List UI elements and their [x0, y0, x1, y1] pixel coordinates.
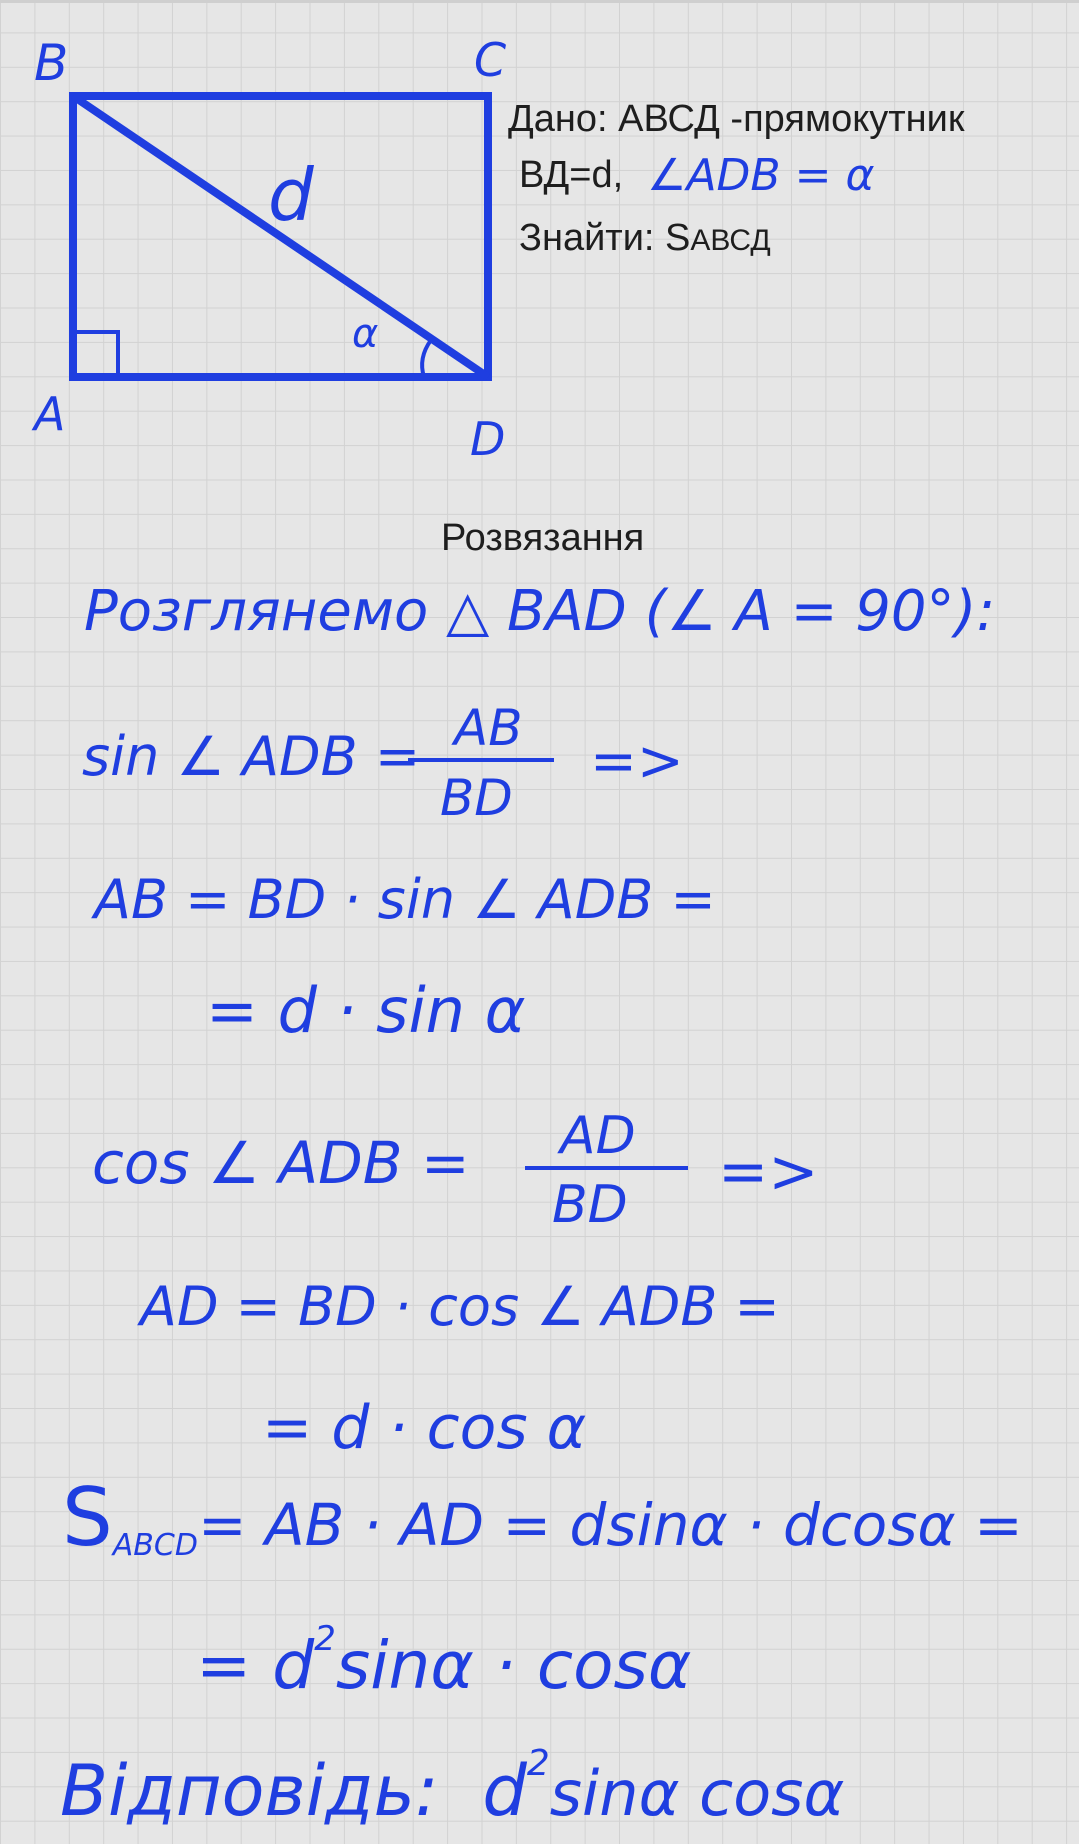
find-prefix: Знайти: S [519, 217, 691, 259]
sin-denominator: BD [440, 769, 513, 827]
rectangle-figure [31, 33, 506, 466]
answer-label: Відповідь: [60, 1750, 439, 1832]
sin-lhs: sin ∠ ADB = [82, 725, 421, 788]
area2-prefix: = d [196, 1627, 315, 1704]
solution-heading: Розвязання [441, 517, 645, 559]
cos-denominator: BD [552, 1175, 628, 1235]
area-line-1 [62, 1471, 1023, 1564]
given-block [508, 98, 965, 259]
given-line-2-prefix: ВД=d, [519, 154, 624, 196]
sin-implies-arrow: => [590, 729, 684, 794]
handwritten-solution [60, 579, 1023, 1832]
area-rest: = AB · AD = dsinα · dcosα = [197, 1491, 1023, 1559]
sin-numerator: AB [454, 699, 523, 757]
ad-expression-line-1: AD = BD · cos ∠ ADB = [140, 1275, 780, 1338]
answer-superscript: 2 [526, 1743, 550, 1784]
cos-lhs: cos ∠ ADB = [92, 1129, 470, 1197]
vertex-a-label: A [34, 387, 66, 441]
ab-expression-line-1: AB = BD · sin ∠ ADB = [94, 868, 716, 931]
ab-expression-line-2: = d · sin α [206, 974, 526, 1047]
answer-line [60, 1743, 844, 1832]
angle-arc-d [422, 340, 431, 377]
area-line-2 [196, 1619, 691, 1704]
area2-superscript: 2 [314, 1619, 336, 1659]
given-line-1: Дано: АВСД -прямокутник [508, 98, 965, 140]
cos-numerator: AD [560, 1106, 636, 1166]
area-s: S [62, 1471, 113, 1564]
area2-post: sinα · cosα [335, 1627, 692, 1704]
answer-rest: sinα cosα [549, 1757, 845, 1830]
find-subscript: АВСД [690, 224, 771, 257]
ad-expression-line-2: = d · cos α [262, 1393, 587, 1463]
given-line-2-handwritten: ∠ADB = α [647, 150, 875, 201]
cos-implies-arrow: => [718, 1137, 819, 1207]
angle-label: α [352, 311, 379, 357]
vertex-d-label: D [470, 412, 506, 466]
vertex-c-label: C [474, 33, 507, 87]
right-angle-mark [76, 332, 118, 374]
vertex-b-label: B [34, 34, 69, 92]
answer-d: d [482, 1750, 527, 1832]
find-line [519, 217, 771, 259]
area-subscript: ABCD [112, 1528, 198, 1563]
diagonal-label: d [268, 153, 314, 237]
consider-triangle-line: Розглянемо △ BAD (∠ A = 90°): [84, 579, 996, 644]
